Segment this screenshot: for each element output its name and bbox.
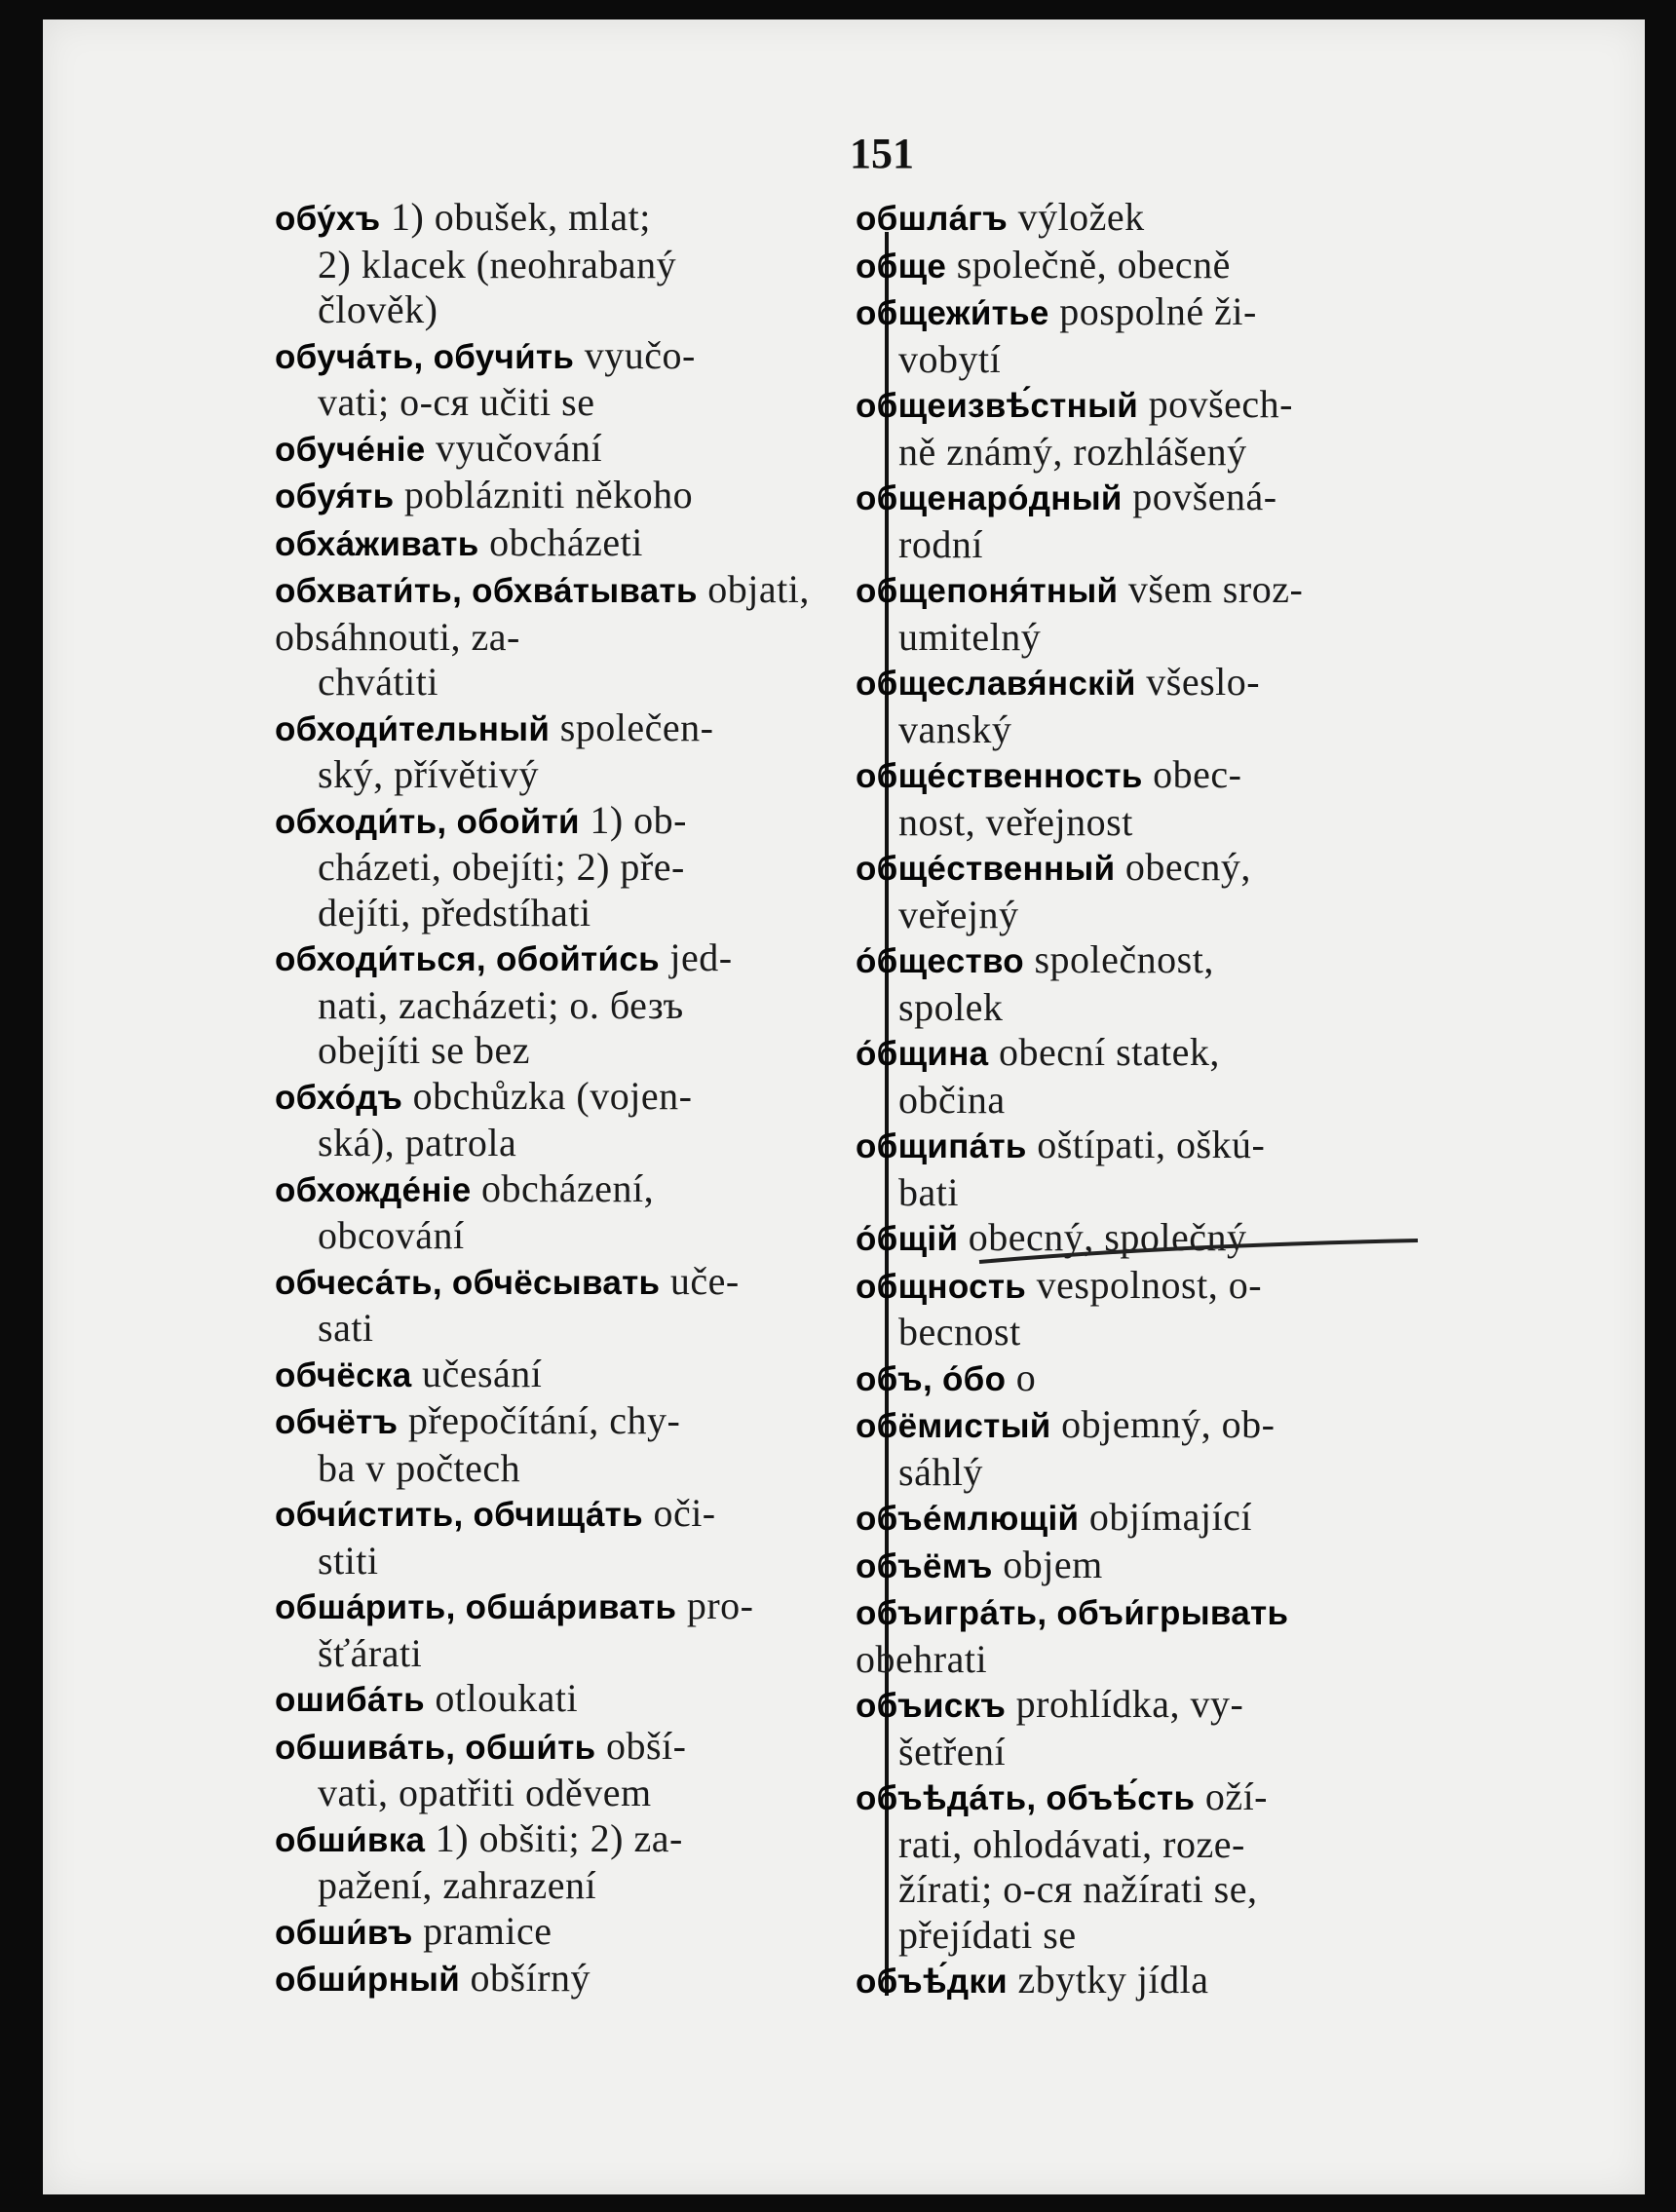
entry-translation: ně známý, rozhlášený (898, 429, 1247, 474)
entry-headword: обши́рный (275, 1961, 461, 1999)
entry-translation: pramice (412, 1908, 552, 1953)
entry-translation: spolek (898, 984, 1004, 1029)
dictionary-entry (856, 1030, 1407, 1123)
dictionary-entry (856, 937, 1407, 1030)
entry-translation: obchůzka (vojen- (402, 1073, 693, 1118)
entry-headword: общипа́ть (856, 1127, 1027, 1165)
entry-translation: šetření (898, 1729, 1007, 1773)
entry-headword: обходи́тельный (275, 709, 551, 748)
entry-headword: ошиба́ть (275, 1681, 425, 1719)
entry-translation: umitelný (898, 614, 1042, 659)
dictionary-entry (275, 1259, 820, 1352)
entry-headword: обёмистый (856, 1407, 1051, 1445)
entry-headword: обхо́дъ (275, 1078, 403, 1117)
dictionary-entry (856, 1123, 1407, 1215)
entry-translation: žírati; о-ся nažírati se, (898, 1867, 1258, 1911)
entry-translation: vati; о-ся učiti se (318, 380, 595, 424)
entry-headword: обшла́гъ (856, 200, 1009, 238)
entry-headword: общепоня́тный (856, 572, 1119, 610)
entry-translation: ský, přívětivý (318, 752, 539, 796)
dictionary-entry (856, 1355, 1407, 1403)
dictionary-entry (275, 1491, 820, 1583)
entry-translation: občina (898, 1077, 1006, 1122)
entry-headword: обчётъ (275, 1403, 399, 1441)
entry-headword: о́бщій (856, 1220, 959, 1258)
entry-translation: všeslo- (1135, 660, 1261, 704)
entry-headword: обхожде́ніе (275, 1170, 472, 1209)
dictionary-entry (275, 473, 820, 520)
dictionary-entry (856, 567, 1407, 660)
entry-translation: 1) ob- (579, 797, 687, 842)
entry-translation: nati, zacházeti; о. безъ (318, 982, 684, 1027)
dictionary-entry (275, 567, 820, 706)
entry-translation: sati (318, 1306, 374, 1350)
dictionary-entry (856, 289, 1407, 382)
dictionary-entry (275, 1956, 820, 2003)
entry-translation: přepočítání, chy- (398, 1398, 681, 1442)
entry-translation: rati, ohlodávati, roze- (898, 1821, 1245, 1866)
entry-translation: veřejný (898, 892, 1019, 936)
dictionary-entry (275, 1166, 820, 1259)
entry-translation: obcházeti (478, 519, 643, 564)
entry-headword: обши́вка (275, 1820, 426, 1859)
dictionary-entry (275, 1909, 820, 1957)
entry-translation: oží- (1195, 1774, 1268, 1818)
entry-headword: объе́млющій (856, 1500, 1080, 1538)
entry-translation: pažení, zahrazení (318, 1863, 597, 1907)
dictionary-entry (856, 1682, 1407, 1774)
entry-translation: cházeti, obejíti; 2) pře- (318, 845, 685, 889)
entry-headword: объѣда́ть, объѣ́сть (856, 1779, 1196, 1817)
entry-translation: objímající (1079, 1495, 1252, 1539)
dictionary-entry (275, 195, 820, 333)
dictionary-entry (856, 1495, 1407, 1543)
entry-headword: обходи́ть, обойти́ (275, 802, 580, 841)
dictionary-entry (275, 1816, 820, 1909)
dictionary-entry (275, 333, 820, 426)
entry-translation: objem (992, 1542, 1103, 1586)
entry-translation: ská), patrola (318, 1121, 517, 1164)
entry-headword: обчёска (275, 1355, 412, 1394)
dictionary-entry (856, 660, 1407, 752)
entry-translation: pospolné ži- (1048, 289, 1257, 333)
entry-translation: obcování (318, 1213, 465, 1257)
entry-headword: объискъ (856, 1687, 1007, 1725)
dictionary-entry (856, 1958, 1407, 2005)
entry-translation: ba v počtech (318, 1445, 521, 1490)
entry-translation: vobytí (898, 336, 1002, 381)
dictionary-entry (275, 1583, 820, 1676)
entry-headword: обха́живать (275, 524, 479, 563)
dictionary-entry (275, 520, 820, 568)
entry-translation: 2) klacek (neohrabaný (318, 242, 677, 286)
entry-translation: prohlídka, vy- (1006, 1682, 1244, 1726)
dictionary-entry (856, 195, 1407, 243)
entry-translation: nost, veřejnost (898, 799, 1133, 844)
dictionary-entry (275, 798, 820, 936)
entry-translation: člověk) (318, 287, 438, 331)
entry-headword: общность (856, 1267, 1027, 1306)
entry-translation: obecný, (1115, 845, 1251, 889)
dictionary-entry (856, 1589, 1407, 1682)
entry-translation: pro- (676, 1583, 754, 1627)
dictionary-entry (856, 382, 1407, 475)
entry-translation: vati, opatřiti oděvem (318, 1771, 652, 1814)
entry-headword: обще (856, 247, 947, 286)
entry-headword: обшива́ть, обши́ть (275, 1728, 596, 1767)
entry-translation: becnost (898, 1310, 1021, 1354)
entry-translation: obejíti se bez (318, 1028, 531, 1072)
entry-headword: обчеса́ть, обчёсывать (275, 1263, 661, 1302)
entry-translation: učesání (411, 1351, 543, 1395)
entry-headword: общеславя́нскій (856, 665, 1136, 703)
dictionary-entry (856, 243, 1407, 290)
pen-mark (974, 1223, 1423, 1272)
entry-translation: zbytky jídla (1008, 1958, 1209, 2002)
dictionary-entry (856, 1402, 1407, 1495)
dictionary-entry (275, 1724, 820, 1816)
entry-translation: vanský (898, 706, 1012, 751)
entry-translation: vespolnost, o- (1026, 1262, 1263, 1307)
page-number: 151 (850, 130, 914, 177)
entry-headword: обчи́стить, обчища́ть (275, 1496, 643, 1534)
entry-headword: объигра́ть, объи́грывать (856, 1594, 1289, 1632)
entry-headword: о́бщество (856, 942, 1024, 980)
entry-translation: všem sroz- (1118, 567, 1304, 611)
entry-headword: обще́ственность (856, 757, 1143, 795)
entry-headword: о́бщина (856, 1035, 989, 1073)
dictionary-entry (856, 845, 1407, 937)
dictionary-entry (275, 1676, 820, 1724)
dictionary-entry (275, 426, 820, 474)
dictionary-entry (856, 1543, 1407, 1590)
entry-headword: обхвати́ть, обхва́тывать (275, 572, 698, 610)
entry-translation: obcházení, (471, 1165, 655, 1210)
entry-translation: uče- (660, 1258, 740, 1303)
entry-translation: otloukati (424, 1676, 579, 1720)
entry-translation: přejídati se (898, 1912, 1077, 1957)
entry-translation: o (1006, 1354, 1037, 1399)
dictionary-entry (856, 752, 1407, 845)
entry-translation: objati, obsáhnouti, za- (275, 567, 810, 659)
entry-headword: обу́хъ (275, 200, 381, 238)
dictionary-entry (275, 1352, 820, 1399)
entry-translation: výložek (1008, 195, 1145, 239)
entry-headword: обуча́ть, обучи́ть (275, 337, 575, 376)
entry-translation: oštípati, oškú- (1026, 1123, 1266, 1166)
entry-headword: объѣ́дки (856, 1963, 1008, 2001)
entry-translation: šťárati (318, 1630, 423, 1675)
dictionary-entry (856, 1263, 1407, 1355)
entry-translation: sáhlý (898, 1449, 983, 1494)
entry-translation: objemný, ob- (1050, 1402, 1276, 1446)
dictionary-entry (856, 1774, 1407, 1958)
entry-translation: rodní (898, 521, 983, 566)
entry-translation: společen- (550, 705, 714, 749)
dictionary-entry (275, 706, 820, 798)
entry-headword: обуче́ніе (275, 430, 426, 469)
entry-translation: obšírný (460, 1956, 591, 2000)
entry-translation: vyučování (425, 425, 603, 470)
entry-headword: обуя́ть (275, 477, 395, 515)
entry-translation: společnost, (1023, 937, 1214, 981)
entry-headword: обще́ственный (856, 850, 1116, 888)
entry-translation: obší- (595, 1723, 687, 1768)
entry-translation: 1) obušek, mlat; (380, 195, 651, 239)
dictionary-entry (856, 475, 1407, 567)
entry-translation: poblázniti někoho (394, 473, 694, 516)
dictionary-entry (275, 1398, 820, 1491)
entry-translation: obec- (1142, 752, 1242, 796)
dictionary-entry (275, 935, 820, 1074)
entry-headword: общеизвѣ́стный (856, 387, 1139, 425)
entry-translation: oči- (642, 1491, 716, 1535)
left-column (275, 195, 820, 2003)
entry-translation: 1) obšiti; 2) za- (425, 1815, 683, 1860)
entry-headword: объ, о́бо (856, 1359, 1007, 1398)
right-column (856, 195, 1407, 2005)
entry-translation: povšech- (1138, 382, 1293, 426)
entry-translation: povšená- (1122, 475, 1277, 518)
entry-translation: obecný, společný (958, 1215, 1247, 1259)
entry-headword: объёмъ (856, 1546, 993, 1585)
entry-translation: obecní statek, (988, 1030, 1220, 1074)
entry-translation: stiti (318, 1538, 379, 1583)
entry-translation: společně, obecně (946, 242, 1231, 286)
entry-translation: obehrati (856, 1636, 988, 1681)
entry-headword: обходи́ться, обойти́сь (275, 940, 660, 978)
entry-translation: chvátiti (318, 660, 438, 704)
dictionary-entry (275, 1074, 820, 1166)
entry-translation: dejíti, předstíhati (318, 890, 591, 934)
entry-translation: jed- (659, 935, 733, 979)
entry-translation: bati (898, 1169, 959, 1214)
entry-headword: обша́рить, обша́ривать (275, 1588, 677, 1626)
entry-headword: обши́въ (275, 1913, 413, 1952)
entry-translation: vyučo- (574, 332, 696, 377)
entry-headword: общенаро́дный (856, 479, 1123, 517)
entry-headword: общежи́тье (856, 294, 1049, 332)
